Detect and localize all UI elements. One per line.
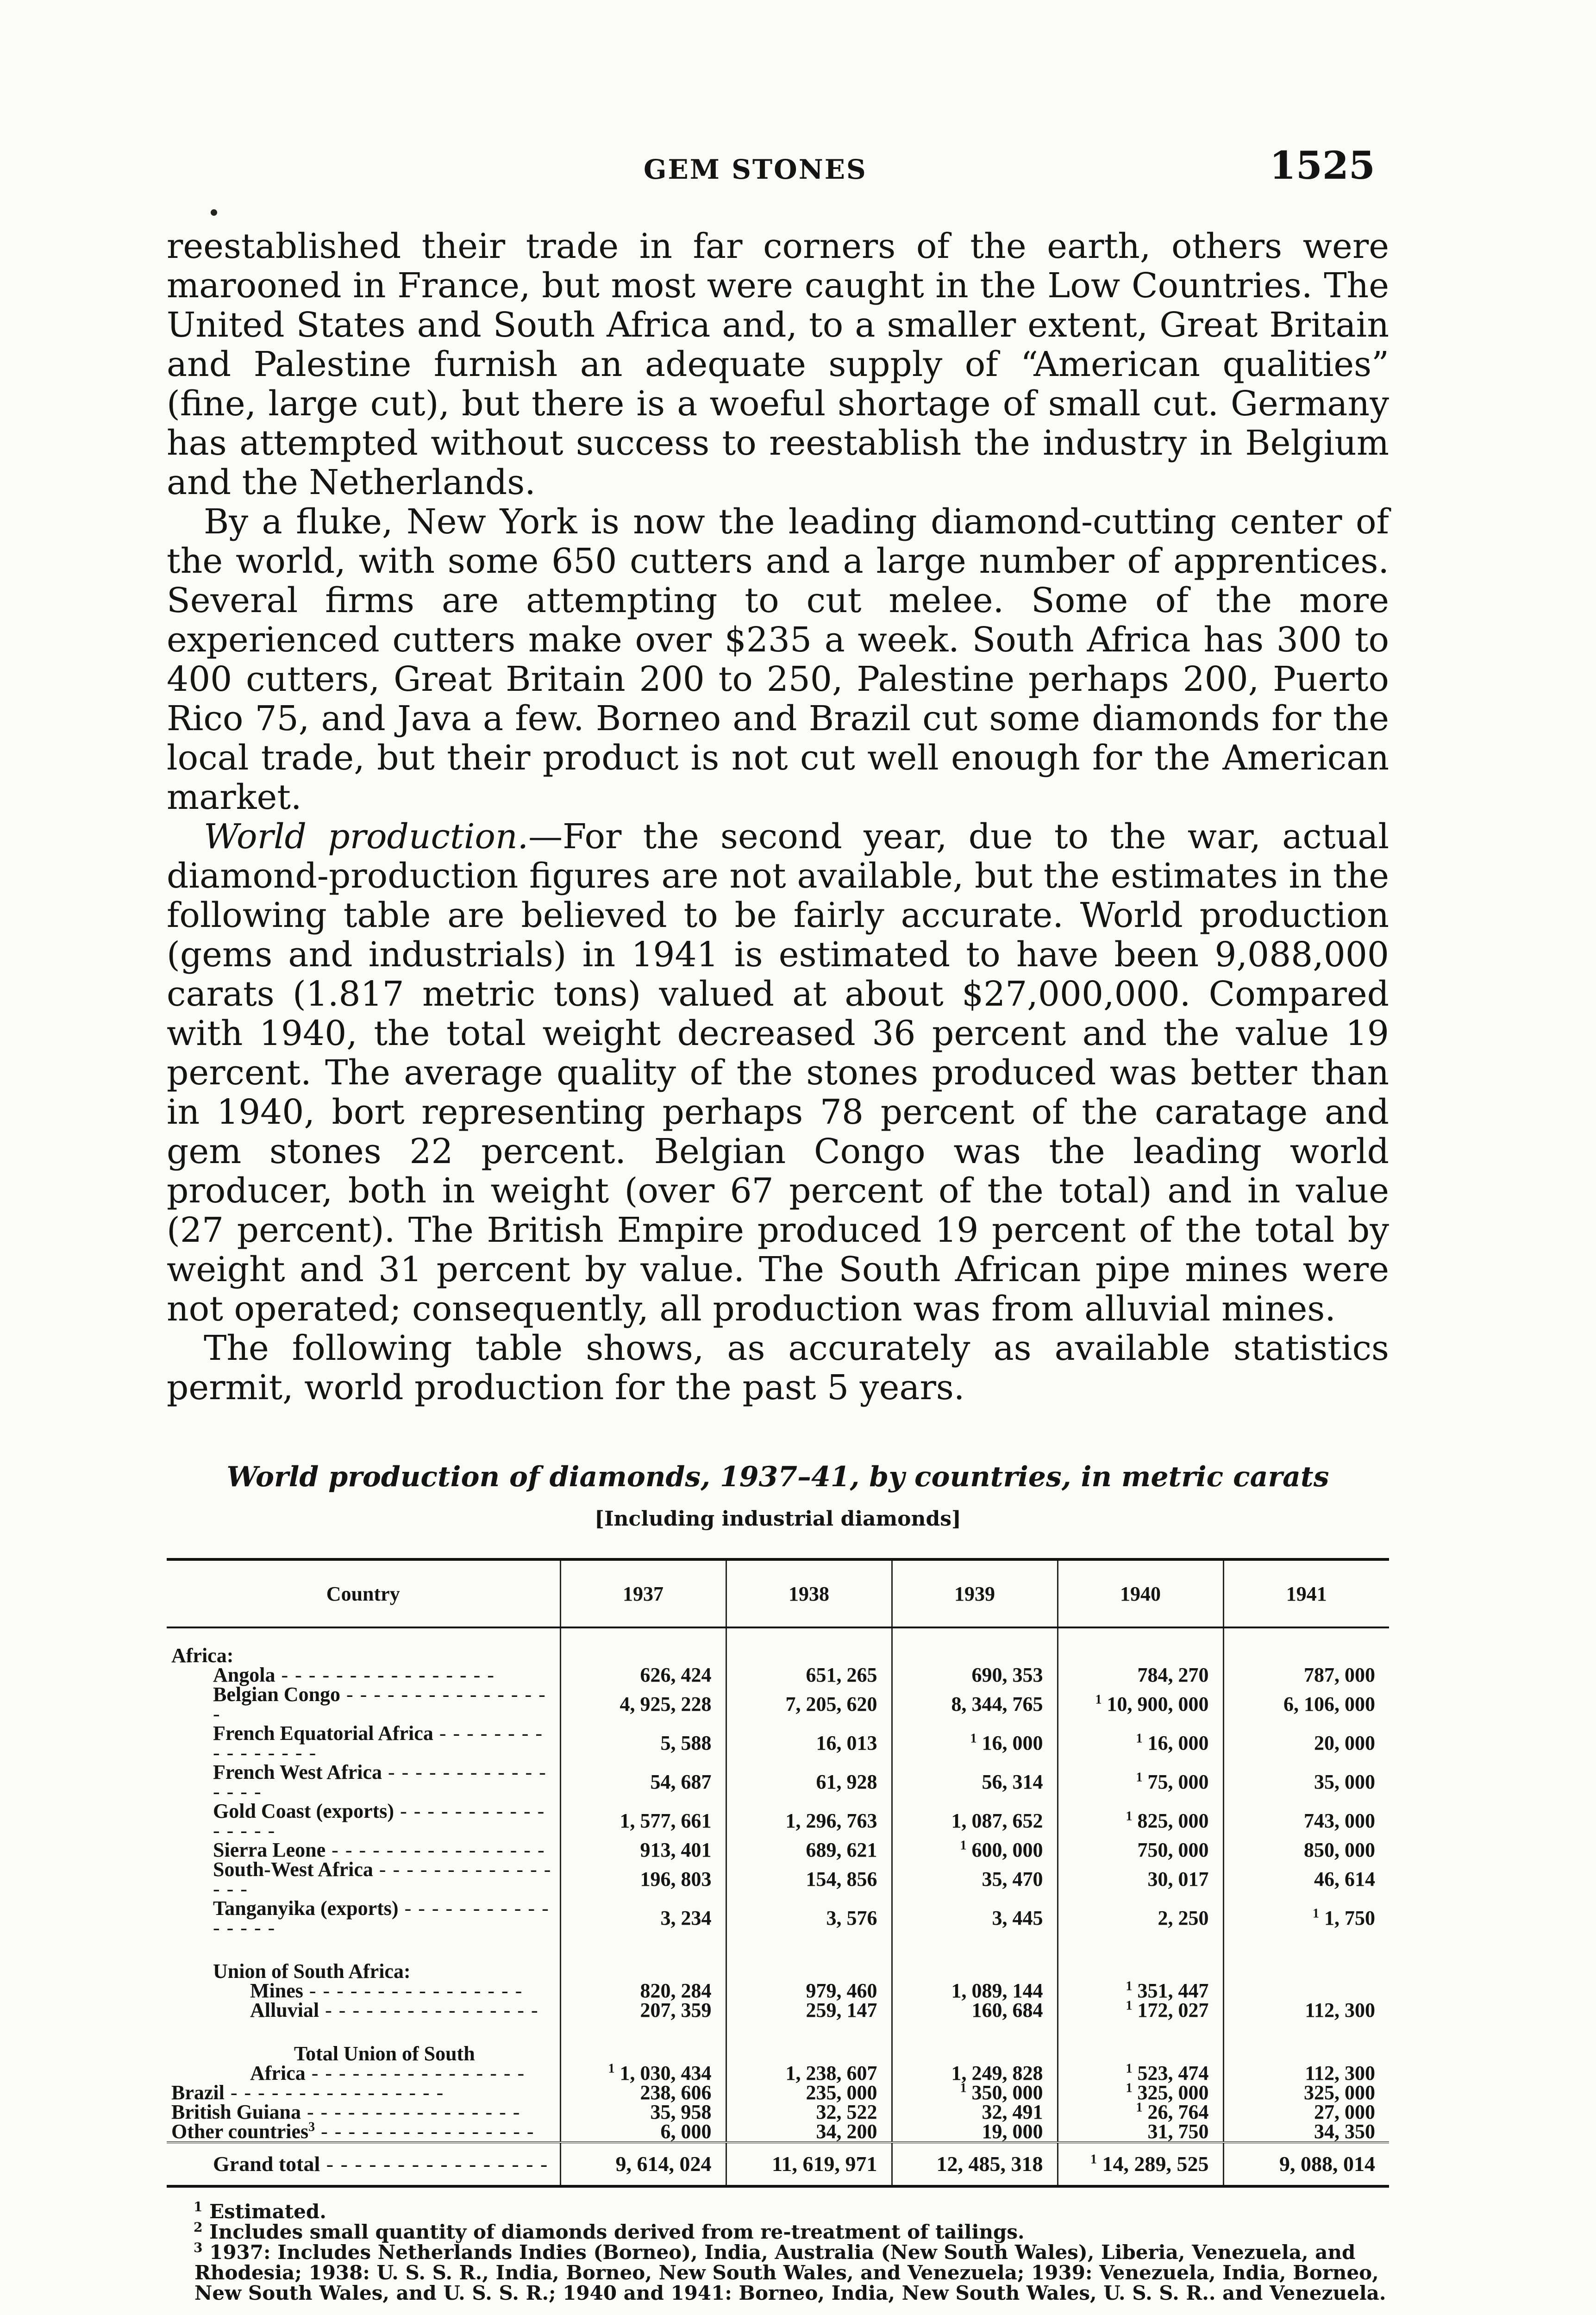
paragraph-text: reestablished their trade in far corners of the earth, others were marooned in France, but most were caught in the Low Countries. The United States and South Africa and, to a smaller extent, Great Britain and Palestine furnish an adequate supply of “American qualities” (fine, large cut), but there is a woeful shortage of small cut. Germany has attempted without success to reestablish the industry in Belgium and the Netherlands. bbox=[167, 226, 1389, 502]
footnote-ref: 3 bbox=[308, 2120, 315, 2134]
column-header: 1939 bbox=[892, 1559, 1058, 1627]
cell-value: 523, 474 bbox=[1137, 2062, 1209, 2084]
footnote-mark: 3 bbox=[194, 2240, 203, 2255]
table-cell bbox=[726, 1981, 892, 2001]
table-cell bbox=[560, 2122, 726, 2142]
table-cell bbox=[1058, 1860, 1223, 1899]
cell-value: 825, 000 bbox=[1137, 1809, 1209, 1832]
footnote-ref: 1 bbox=[1136, 1731, 1143, 1746]
leader-dots: - - - - - - - - - - - - - - - - bbox=[213, 1683, 546, 1725]
cell-value: 6, 000 bbox=[660, 2120, 712, 2143]
cell-value: 9, 088, 014 bbox=[1279, 2152, 1375, 2176]
table-cell bbox=[560, 2142, 726, 2186]
row-label bbox=[167, 2044, 560, 2064]
cell-value: 35, 470 bbox=[982, 1868, 1043, 1890]
footnote-text: Includes small quantity of diamonds derived from re-treatment of tailings. bbox=[209, 2221, 1025, 2243]
section-lead: World production. bbox=[204, 817, 529, 857]
table-cell bbox=[1223, 1860, 1389, 1899]
cell-value: 750, 000 bbox=[1137, 1839, 1209, 1861]
footnote-ref: 1 bbox=[1136, 2100, 1143, 2115]
row-label-text: Total Union of South bbox=[294, 2042, 475, 2065]
table-cell bbox=[726, 1665, 892, 1685]
row-label-text: Tanganyika (exports) bbox=[213, 1897, 399, 1920]
row-label bbox=[167, 1685, 560, 1724]
table-caption: World production of diamonds, 1937–41, by countries, in metric carats bbox=[226, 1461, 1329, 1493]
cell-value: 196, 803 bbox=[640, 1868, 712, 1890]
table-cell bbox=[1058, 2061, 1223, 2084]
footnote-ref: 1 bbox=[1126, 2061, 1133, 2076]
table-row bbox=[167, 1860, 1389, 1899]
leader-dots: - - - - - - - - - - - - - - - - bbox=[300, 2101, 521, 2123]
cell-value: 1, 249, 828 bbox=[951, 2062, 1043, 2084]
table-cell bbox=[1223, 2142, 1389, 2186]
table-cell bbox=[1058, 1840, 1223, 1860]
leader-dots: - - - - - - - - - - - - - - - - bbox=[305, 2062, 526, 2084]
cell-value: 3, 576 bbox=[826, 1907, 877, 1929]
table-cell bbox=[1058, 1763, 1223, 1802]
running-title: GEM STONES bbox=[644, 154, 867, 185]
footnote-ref: 1 bbox=[1095, 1692, 1102, 1707]
table-cell bbox=[726, 1685, 892, 1724]
table-subcaption: [Including industrial diamonds] bbox=[595, 1507, 961, 1531]
row-label bbox=[167, 2083, 560, 2102]
cell-value: 787, 000 bbox=[1304, 1664, 1375, 1686]
table-cell bbox=[892, 1685, 1058, 1724]
footnote-ref: 1 bbox=[1126, 1979, 1133, 1994]
table-cell bbox=[560, 2102, 726, 2122]
footnote-ref: 1 bbox=[1090, 2152, 1097, 2167]
footnote-text: Estimated. bbox=[209, 2200, 326, 2223]
cell-value: 75, 000 bbox=[1147, 1771, 1209, 1793]
row-label bbox=[167, 1840, 560, 1860]
paragraph bbox=[167, 227, 1389, 502]
footnote bbox=[167, 2222, 1389, 2242]
table-cell bbox=[1058, 2142, 1223, 2186]
paragraph bbox=[167, 1329, 1389, 1408]
cell-value: 34, 200 bbox=[816, 2120, 877, 2143]
cell-value: 11, 619, 971 bbox=[772, 2152, 877, 2176]
table-cell bbox=[560, 1763, 726, 1802]
footnotes bbox=[167, 2199, 1389, 2304]
cell-value: 14, 289, 525 bbox=[1102, 2152, 1209, 2176]
row-label bbox=[167, 1802, 560, 1840]
footnote-mark: 2 bbox=[194, 2220, 203, 2235]
cell-value: 979, 460 bbox=[806, 1979, 877, 2002]
table-cell bbox=[892, 1840, 1058, 1860]
row-label bbox=[167, 1860, 560, 1899]
group-heading: Africa: bbox=[171, 1644, 234, 1667]
leader-dots: - - - - - - - - - - - - - - - - bbox=[325, 1839, 545, 1861]
table-row bbox=[167, 1899, 1389, 1938]
table-cell bbox=[726, 1802, 892, 1840]
table-cell bbox=[892, 2083, 1058, 2102]
paragraph-text: —For the second year, due to the war, actual diamond-production figures are not available, but the estimates in the following table are believed to be fairly accurate. World production (gems and industrials) in 1941 is estimated to have been 9,088,000 carats (1.817 metric tons) valued at about $27,000,000. Compared with 1940, the total weight decreased 36 percent and the value 19 percent. The average quality of the stones produced was better than in 1940, bort representing perhaps 78 percent of the caratage and gem stones 22 percent. Belgian Congo was the leading world producer, both in weight (over 67 percent of the total) and in value (27 percent). The British Empire produced 19 percent of the total by weight and 31 percent by value. The South African pipe mines were not operated; consequently, all production was from alluvial mines. bbox=[167, 817, 1389, 1329]
cell-value: 4, 925, 228 bbox=[620, 1693, 712, 1715]
table-cell bbox=[560, 1665, 726, 1685]
row-label-text: Africa bbox=[250, 2062, 306, 2084]
table-row bbox=[167, 1981, 1389, 2001]
table-cell bbox=[560, 2001, 726, 2020]
table-cell bbox=[892, 2001, 1058, 2020]
table-row bbox=[167, 2083, 1389, 2102]
table-row bbox=[167, 2122, 1389, 2142]
cell-value: 820, 284 bbox=[640, 1979, 712, 2002]
cell-value: 238, 606 bbox=[640, 2081, 712, 2104]
leader-dots: - - - - - - - - - - - - - - - - bbox=[224, 2081, 444, 2104]
row-label bbox=[167, 1724, 560, 1763]
group-heading-row bbox=[167, 1646, 1389, 1665]
table-cell bbox=[1058, 1981, 1223, 2001]
row-label bbox=[167, 1899, 560, 1938]
cell-value: 651, 265 bbox=[806, 1664, 877, 1686]
paragraph bbox=[167, 502, 1389, 817]
table-cell bbox=[892, 2122, 1058, 2142]
cell-value: 154, 856 bbox=[806, 1868, 877, 1890]
cell-value: 626, 424 bbox=[640, 1664, 712, 1686]
table-row bbox=[167, 1840, 1389, 1860]
table-cell bbox=[560, 1840, 726, 1860]
leader-dots: - - - - - - - - - - - - - - - - bbox=[303, 1979, 523, 2002]
cell-value: 16, 000 bbox=[982, 1732, 1043, 1754]
table-cell bbox=[726, 1860, 892, 1899]
leader-dots: - - - - - - - - - - - - - - - - bbox=[213, 1722, 544, 1764]
cell-value: 35, 000 bbox=[1314, 1771, 1375, 1793]
paragraph bbox=[167, 817, 1389, 1329]
table-cell bbox=[726, 2064, 892, 2083]
paragraph-text: By a fluke, New York is now the leading diamond-cutting center of the world, with some 650 cutters and a large number of apprentices. Several firms are attempting to cut melee. Some of the more experienced cutters make over $235 a week. South Africa has 300 to 400 cutters, Great Britain 200 to 250, Palestine perhaps 200, Puerto Rico 75, and Java a few. Borneo and Brazil cut some diamonds for the local trade, but their product is not cut well enough for the American market. bbox=[167, 502, 1389, 817]
table-cell bbox=[892, 2102, 1058, 2122]
column-header: 1941 bbox=[1223, 1559, 1389, 1627]
row-label-text: Angola bbox=[213, 1664, 275, 1686]
table-cell bbox=[560, 1899, 726, 1938]
table-cell bbox=[1223, 2102, 1389, 2122]
row-label-text: Alluvial bbox=[250, 1999, 319, 2021]
table-row bbox=[167, 2064, 1389, 2083]
running-header bbox=[167, 144, 1384, 199]
row-label bbox=[167, 1981, 560, 2001]
cell-value: 5, 588 bbox=[660, 1732, 712, 1754]
cell-value: 743, 000 bbox=[1304, 1809, 1375, 1832]
cell-value: 61, 928 bbox=[816, 1771, 877, 1793]
table-cell bbox=[1223, 1981, 1389, 2001]
table-row bbox=[167, 1724, 1389, 1763]
cell-value: 19, 000 bbox=[982, 2120, 1043, 2143]
column-header: 1940 bbox=[1058, 1559, 1223, 1627]
table-cell bbox=[726, 2001, 892, 2020]
table-cell bbox=[1058, 1685, 1223, 1724]
table-cell bbox=[892, 1724, 1058, 1763]
row-label bbox=[167, 1665, 560, 1685]
table-cell bbox=[1058, 2083, 1223, 2102]
production-table bbox=[167, 1558, 1389, 2188]
table-cell bbox=[726, 1899, 892, 1938]
cell-value: 31, 750 bbox=[1147, 2120, 1209, 2143]
cell-value: 34, 350 bbox=[1314, 2120, 1375, 2143]
leader-dots: - - - - - - - - - - - - - - - - bbox=[315, 2120, 535, 2143]
footnote bbox=[167, 2199, 1389, 2223]
table-cell bbox=[560, 1685, 726, 1724]
footnote-ref: 1 bbox=[1136, 1770, 1143, 1785]
row-label-text: Sierra Leone bbox=[213, 1839, 326, 1861]
cell-value: 3, 445 bbox=[992, 1907, 1043, 1929]
table-cell bbox=[726, 2142, 892, 2186]
cell-value: 10, 900, 000 bbox=[1107, 1693, 1209, 1715]
cell-value: 1, 296, 763 bbox=[785, 1809, 877, 1832]
table-row bbox=[167, 1685, 1389, 1724]
cell-value: 690, 353 bbox=[971, 1664, 1043, 1686]
cell-value: 56, 314 bbox=[982, 1771, 1043, 1793]
table-cell bbox=[726, 2083, 892, 2102]
leader-dots: - - - - - - - - - - - - - - - - bbox=[213, 1800, 545, 1842]
footnote-ref: 1 bbox=[970, 1731, 977, 1746]
column-header: 1937 bbox=[560, 1559, 726, 1627]
cell-value: 32, 491 bbox=[982, 2101, 1043, 2123]
cell-value: 259, 147 bbox=[806, 1999, 877, 2021]
leader-dots: - - - - - - - - - - - - - - - - bbox=[319, 1999, 539, 2021]
table-cell bbox=[892, 1860, 1058, 1899]
cell-value: 1, 030, 434 bbox=[620, 2062, 712, 2084]
cell-value: 1, 087, 652 bbox=[951, 1809, 1043, 1832]
table-cell bbox=[726, 1763, 892, 1802]
table-cell bbox=[1223, 2083, 1389, 2102]
table-cell bbox=[892, 2064, 1058, 2083]
cell-value: 8, 344, 765 bbox=[951, 1693, 1043, 1715]
cell-value: 600, 000 bbox=[971, 1839, 1043, 1861]
footnote-ref: 1 bbox=[960, 2081, 967, 2096]
cell-value: 1, 089, 144 bbox=[951, 1979, 1043, 2002]
cell-value: 850, 000 bbox=[1304, 1839, 1375, 1861]
cell-value: 172, 027 bbox=[1137, 1999, 1209, 2021]
table-cell bbox=[726, 1840, 892, 1860]
cell-value: 235, 000 bbox=[806, 2081, 877, 2104]
row-label-text: French West Africa bbox=[213, 1761, 382, 1783]
grand-total-row bbox=[167, 2142, 1389, 2186]
footnote-ref: 1 bbox=[1126, 1998, 1133, 2013]
row-label bbox=[167, 2064, 560, 2083]
table-cell bbox=[1223, 2001, 1389, 2020]
table-cell bbox=[560, 2083, 726, 2102]
cell-value: 30, 017 bbox=[1147, 1868, 1209, 1890]
table-cell bbox=[560, 1981, 726, 2001]
page-number: 1525 bbox=[1269, 144, 1375, 188]
table-row bbox=[167, 1665, 1389, 1685]
row-label bbox=[167, 2102, 560, 2122]
table-cell bbox=[726, 2102, 892, 2122]
row-label-text: British Guiana bbox=[171, 2101, 301, 2123]
cell-value: 16, 013 bbox=[816, 1732, 877, 1754]
table-cell bbox=[560, 1802, 726, 1840]
group-heading: Union of South Africa: bbox=[213, 1960, 411, 1983]
table-row bbox=[167, 2044, 1389, 2064]
cell-value: 9, 614, 024 bbox=[615, 2152, 712, 2176]
table-cell bbox=[1058, 2122, 1223, 2142]
cell-value: 1, 750 bbox=[1324, 1907, 1375, 1929]
cell-value: 1, 238, 607 bbox=[785, 2062, 877, 2084]
row-label bbox=[167, 2142, 560, 2186]
cell-value: 32, 522 bbox=[816, 2101, 877, 2123]
table-cell bbox=[892, 1802, 1058, 1840]
row-label-text: Grand total bbox=[213, 2152, 320, 2176]
table-header-row bbox=[167, 1559, 1389, 1627]
leader-dots: - - - - - - - - - - - - - - - - bbox=[213, 1858, 552, 1900]
table-cell bbox=[1223, 1899, 1389, 1938]
table-row bbox=[167, 1802, 1389, 1840]
cell-value: 350, 000 bbox=[971, 2081, 1043, 2104]
table-cell bbox=[560, 1724, 726, 1763]
body-text bbox=[167, 227, 1389, 1408]
table-cell bbox=[1058, 1665, 1223, 1685]
cell-value: 27, 000 bbox=[1314, 2101, 1375, 2123]
table-row bbox=[167, 2001, 1389, 2020]
table-cell bbox=[560, 2061, 726, 2084]
table-body bbox=[167, 1627, 1389, 2186]
row-label-text: Belgian Congo bbox=[213, 1683, 341, 1706]
cell-value: 6, 106, 000 bbox=[1283, 1693, 1375, 1715]
leader-dots: - - - - - - - - - - - - - - - - bbox=[213, 1761, 547, 1803]
leader-dots: - - - - - - - - - - - - - - - - bbox=[213, 1897, 550, 1939]
leader-dots: - - - - - - - - - - - - - - - - bbox=[275, 1664, 495, 1686]
cell-value: 35, 958 bbox=[650, 2101, 712, 2123]
footnote-ref: 1 bbox=[1313, 1906, 1319, 1921]
cell-value: 112, 300 bbox=[1305, 2062, 1375, 2084]
row-label-text: Gold Coast (exports) bbox=[213, 1800, 394, 1822]
table-cell bbox=[892, 1981, 1058, 2001]
cell-value: 54, 687 bbox=[650, 1771, 712, 1793]
cell-value: 160, 684 bbox=[971, 1999, 1043, 2021]
cell-value: 46, 614 bbox=[1314, 1868, 1375, 1890]
column-header: 1938 bbox=[726, 1559, 892, 1627]
row-label-text: Other countries bbox=[171, 2120, 309, 2143]
footnote-ref: 1 bbox=[1126, 2081, 1133, 2096]
table-cell bbox=[1223, 2122, 1389, 2142]
table-cell bbox=[1223, 1724, 1389, 1763]
leader-dots: - - - - - - - - - - - - - - - - bbox=[320, 2152, 549, 2176]
cell-value: 12, 485, 318 bbox=[936, 2152, 1043, 2176]
row-label-text: South-West Africa bbox=[213, 1858, 373, 1881]
table-cell bbox=[1058, 1998, 1223, 2021]
table-cell bbox=[892, 2142, 1058, 2186]
row-label bbox=[167, 1763, 560, 1802]
footnote bbox=[167, 2242, 1389, 2303]
table-cell bbox=[726, 1724, 892, 1763]
table-cell bbox=[1223, 2064, 1389, 2083]
footnote-text: 1937: Includes Netherlands Indies (Borneo), India, Australia (New South Wales), Liberia, Venezuela, and Rhodesia; 1938: U. S. S. R., India, Borneo, New South Wales, and Venezuela; 1939: Venezuela, India, Borneo, New South Wales, and U. S. S. R.; 1940 and 1941: Borneo, India, New South Wales, U. S. S. R.. and Venezuela. bbox=[194, 2241, 1386, 2304]
row-label-text: Brazil bbox=[171, 2081, 225, 2104]
cell-value: 7, 205, 620 bbox=[785, 1693, 877, 1715]
cell-value: 351, 447 bbox=[1137, 1979, 1209, 2002]
table-cell bbox=[892, 1665, 1058, 1685]
cell-value: 16, 000 bbox=[1147, 1732, 1209, 1754]
column-header: Country bbox=[167, 1559, 560, 1627]
cell-value: 20, 000 bbox=[1314, 1732, 1375, 1754]
group-heading-row bbox=[167, 1962, 1389, 1981]
cell-value: 112, 300 bbox=[1305, 1999, 1375, 2021]
cell-value: 784, 270 bbox=[1137, 1664, 1209, 1686]
table-cell bbox=[1223, 1840, 1389, 1860]
table-cell bbox=[726, 2122, 892, 2142]
table-row bbox=[167, 2102, 1389, 2122]
cell-value: 1, 577, 661 bbox=[620, 1809, 712, 1832]
cell-value: 325, 000 bbox=[1137, 2081, 1209, 2104]
cell-value: 26, 764 bbox=[1147, 2101, 1209, 2123]
table-cell bbox=[1058, 1899, 1223, 1938]
row-label bbox=[167, 2122, 560, 2142]
print-dot bbox=[211, 209, 217, 216]
row-label bbox=[167, 2001, 560, 2020]
table-cell bbox=[560, 1860, 726, 1899]
table-cell bbox=[1058, 1724, 1223, 1763]
paragraph-text: The following table shows, as accurately as available statistics permit, world production for the past 5 years. bbox=[167, 1328, 1389, 1408]
cell-value: 913, 401 bbox=[640, 1839, 712, 1861]
table-cell bbox=[1223, 1665, 1389, 1685]
footnote-mark: 1 bbox=[194, 2199, 203, 2215]
footnote-ref: 1 bbox=[960, 1838, 967, 1853]
footnote-ref: 1 bbox=[608, 2061, 615, 2076]
table-cell bbox=[1058, 1802, 1223, 1840]
cell-value: 207, 359 bbox=[640, 1999, 712, 2021]
cell-value: 325, 000 bbox=[1304, 2081, 1375, 2104]
table-cell bbox=[892, 1899, 1058, 1938]
footnote-ref: 1 bbox=[1126, 1809, 1133, 1824]
row-label-text: Mines bbox=[250, 1979, 303, 2002]
table-cell bbox=[1223, 1763, 1389, 1802]
table-cell bbox=[1223, 1802, 1389, 1840]
table-cell bbox=[1223, 1685, 1389, 1724]
table-cell bbox=[1058, 2102, 1223, 2122]
table-row bbox=[167, 1763, 1389, 1802]
cell-value: 3, 234 bbox=[660, 1907, 712, 1929]
cell-value: 689, 621 bbox=[806, 1839, 877, 1861]
row-label-text: French Equatorial Africa bbox=[213, 1722, 433, 1745]
table-cell bbox=[892, 1763, 1058, 1802]
cell-value: 2, 250 bbox=[1158, 1907, 1209, 1929]
